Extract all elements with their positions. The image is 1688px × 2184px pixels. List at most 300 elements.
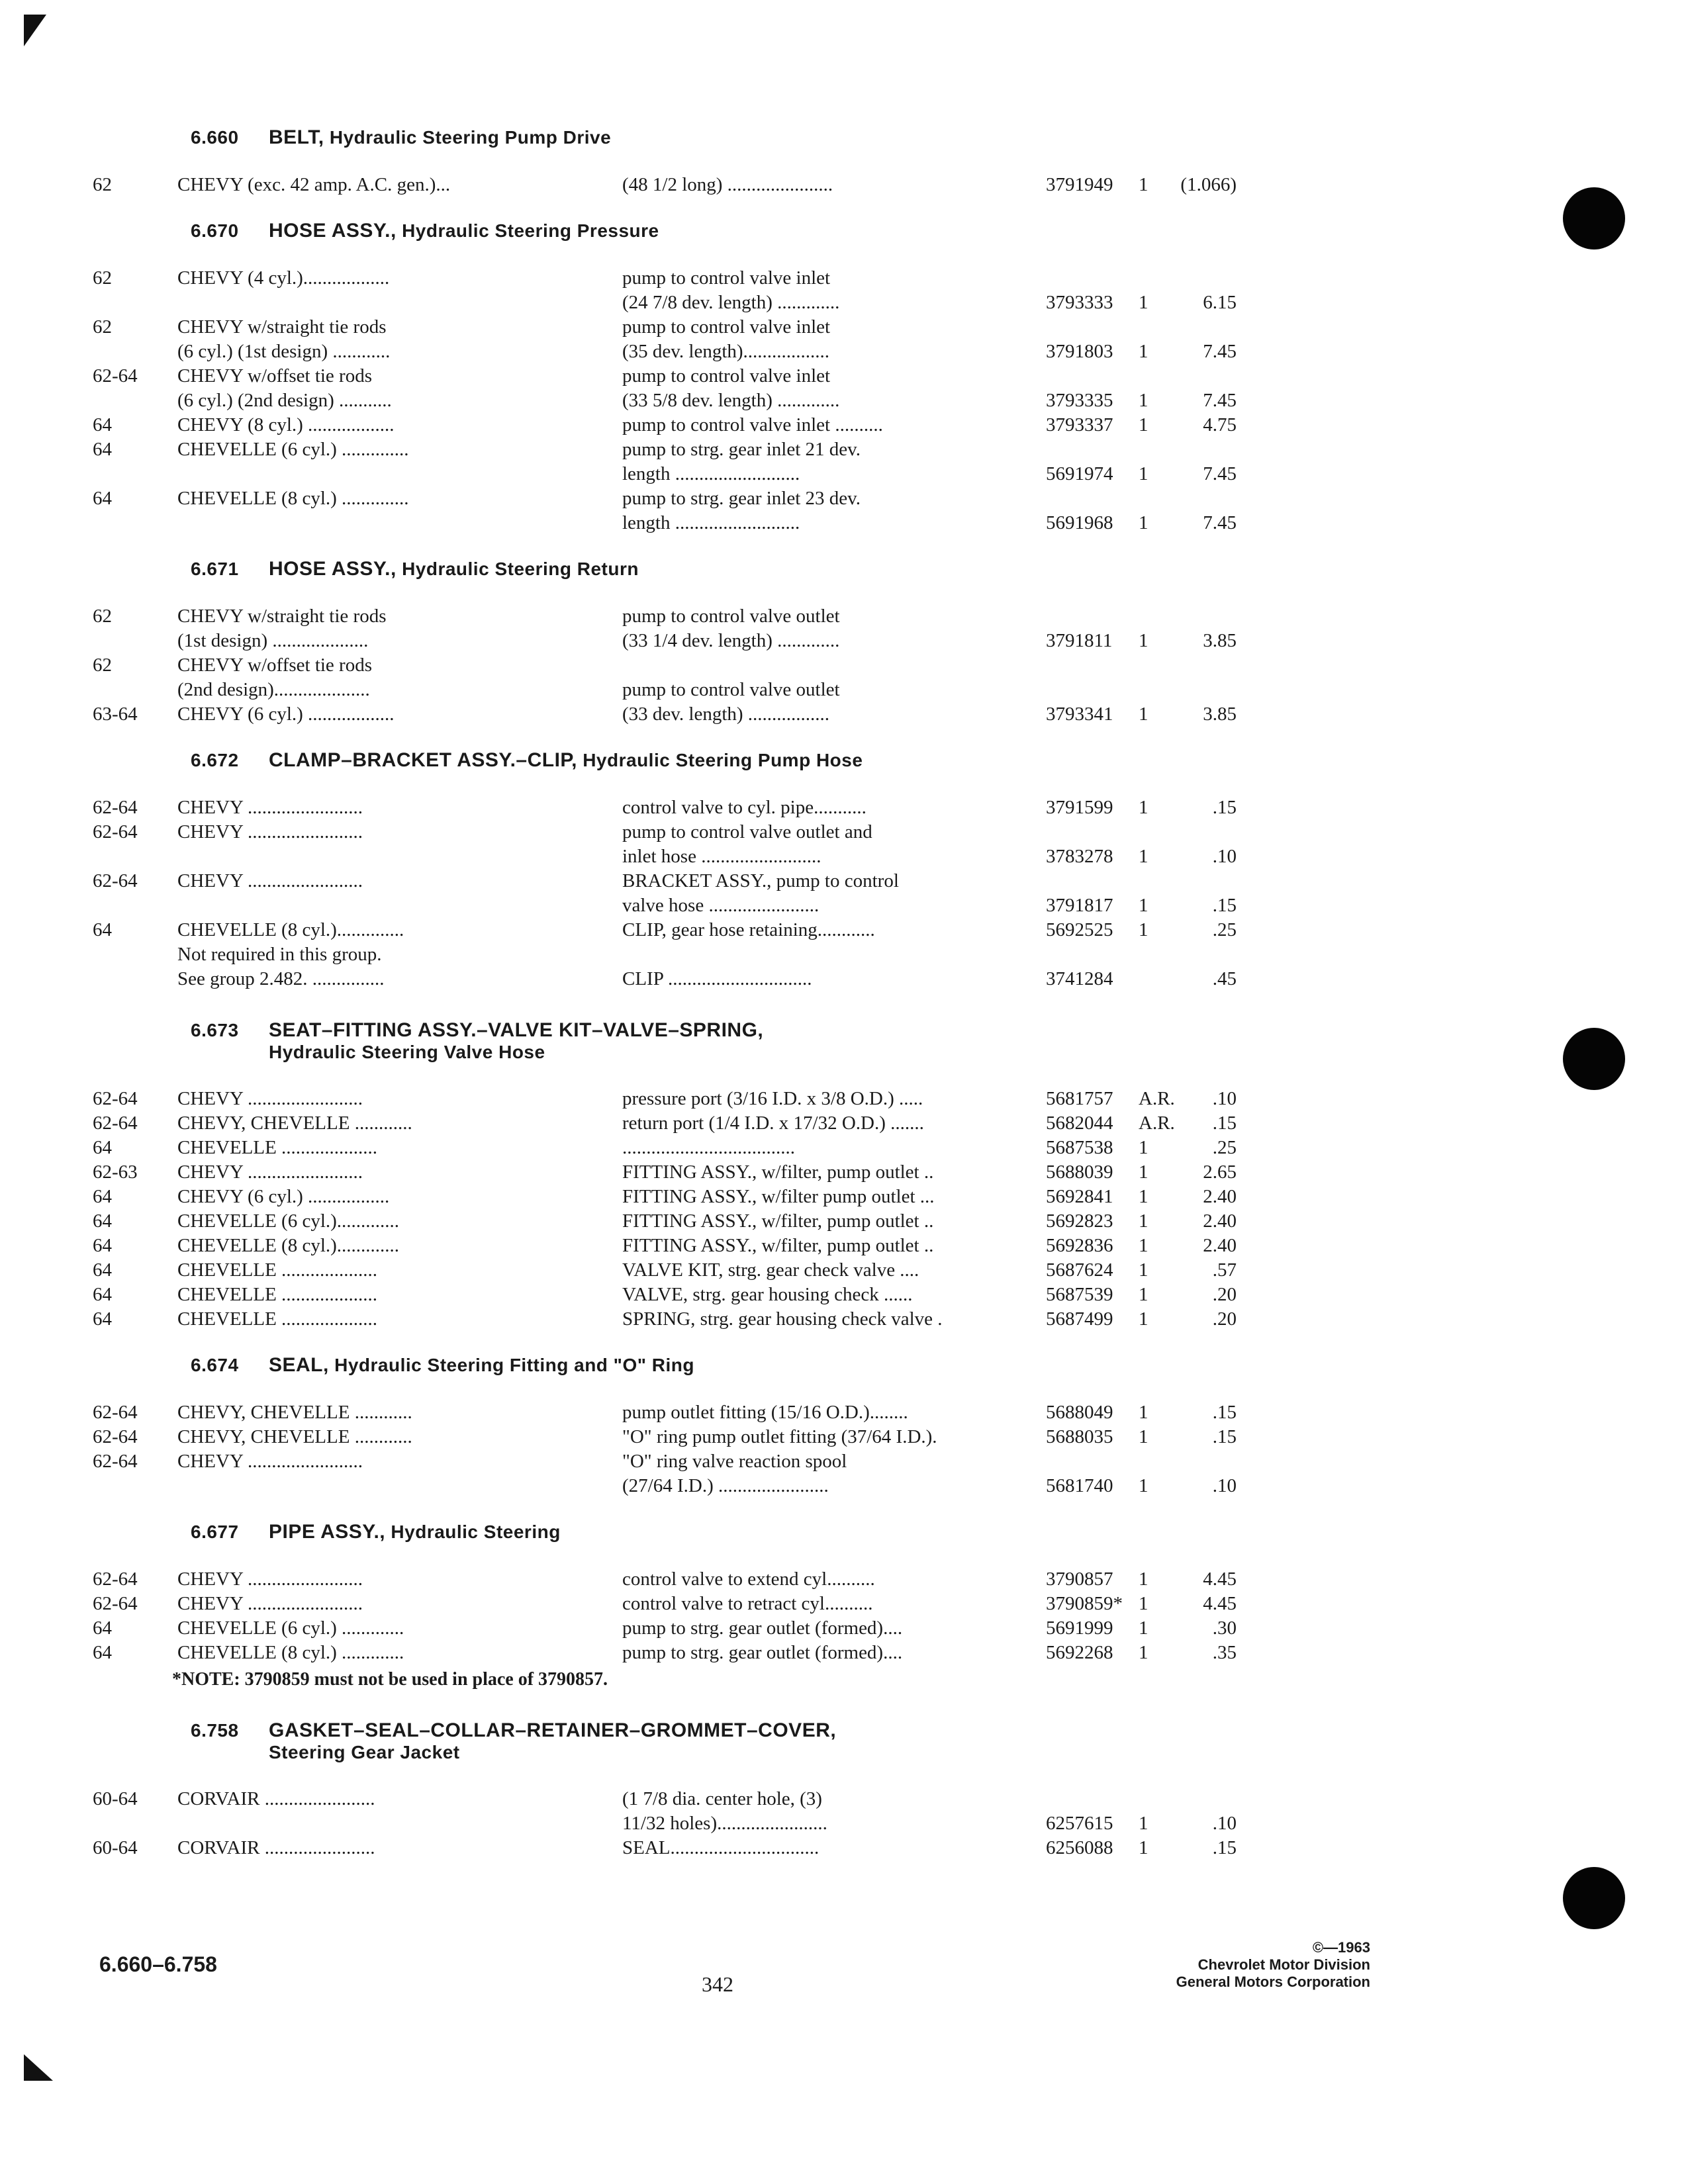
part-description: inlet hose ......................... [622,846,821,867]
model-name: CHEVY (8 cyl.) .................. [177,414,395,435]
table-row [93,1639,1284,1664]
quantity: 1 [1139,1813,1149,1834]
part-description: pump to control valve outlet and [622,821,872,842]
quantity: 1 [1139,1475,1149,1496]
model-name: CHEVY ........................ [177,1161,363,1183]
model-year: 62-64 [93,1593,138,1614]
price: 4.45 [1203,1569,1237,1590]
section-title-detail: Hydraulic Steering Pump Drive [329,127,612,148]
page-number: 342 [702,1972,733,1996]
table-row [93,387,1284,412]
model-name: CHEVY (6 cyl.) ................. [177,1186,390,1207]
quantity: 1 [1139,1569,1149,1590]
table-row [93,966,1284,990]
part-description: (33 dev. length) ................. [622,704,830,725]
price: 4.45 [1203,1593,1237,1614]
table-row [93,171,1284,196]
quantity: 1 [1139,1284,1149,1305]
part-number: 5692836 [1046,1235,1113,1256]
part-description: (24 7/8 dev. length) ............. [622,292,840,313]
part-description: pressure port (3/16 I.D. x 3/8 O.D.) ..... [622,1088,923,1109]
section-title: CLAMP–BRACKET ASSY.–CLIP, [269,749,577,771]
part-number: 3793341 [1046,704,1113,725]
quantity: 1 [1139,919,1149,940]
quantity: 1 [1139,414,1149,435]
table-row [93,289,1284,314]
section-gap [93,580,1284,603]
model-year: 62-64 [93,1088,138,1109]
price: (1.066) [1180,174,1237,195]
section-number: 6.677 [191,1522,239,1542]
table-row [93,461,1284,485]
quantity: 1 [1139,292,1149,313]
quantity: 1 [1139,1235,1149,1256]
model-year: 64 [93,1284,112,1305]
price: 2.40 [1203,1210,1237,1232]
binder-hole-bottom [1563,1867,1625,1929]
table-row [93,485,1284,510]
table-row [93,436,1284,461]
section-title: BELT, [269,126,324,148]
quantity: 1 [1139,797,1149,818]
part-number: 3790857 [1046,1569,1113,1590]
part-number: 3791817 [1046,895,1113,916]
model-name: CHEVELLE (8 cyl.) ............. [177,1642,404,1663]
part-number: 5682044 [1046,1113,1113,1134]
model-name: CHEVELLE .................... [177,1308,378,1330]
part-number: 5692841 [1046,1186,1113,1207]
section-heading [93,103,1284,149]
quantity: 1 [1139,1137,1149,1158]
quantity: 1 [1139,630,1149,651]
section-heading [93,1330,1284,1377]
catalog-section [93,1690,1284,1859]
corporation-name: General Motors Corporation [1176,1974,1370,1990]
binder-hole-top [1563,187,1625,250]
model-year: 64 [93,1210,112,1232]
quantity: 1 [1139,1259,1149,1281]
model-year: 62 [93,316,112,338]
model-year: 64 [93,1617,112,1639]
table-row [93,1110,1284,1134]
model-name: CHEVELLE (6 cyl.)............. [177,1210,400,1232]
price: .10 [1212,1475,1237,1496]
part-number: 3791803 [1046,341,1113,362]
section-gap [93,149,1284,171]
section-gap [93,1377,1284,1399]
table-row [93,1786,1284,1810]
table-row [93,1615,1284,1639]
section-title-line [191,1719,836,1742]
model-name: CHEVELLE (8 cyl.)............. [177,1235,400,1256]
table-row [93,1473,1284,1497]
price: .15 [1212,895,1237,916]
price: 7.45 [1203,512,1237,533]
quantity: A.R. [1139,1113,1175,1134]
section-subtitle: Steering Gear Jacket [269,1742,460,1762]
model-year: 62 [93,655,112,676]
price: .45 [1212,968,1237,989]
section-subtitle: Hydraulic Steering Valve Hose [269,1042,545,1062]
part-number: 3791599 [1046,797,1113,818]
section-title-detail: Hydraulic Steering Fitting and "O" Ring [334,1355,694,1375]
table-row [93,1134,1284,1159]
price: .30 [1212,1617,1237,1639]
model-year: 64 [93,1235,112,1256]
section-number: 6.660 [191,127,239,148]
price: 4.75 [1203,414,1237,435]
table-row [93,1159,1284,1183]
model-year: 60-64 [93,1788,138,1809]
price: .15 [1212,1113,1237,1134]
section-title-detail: Hydraulic Steering [391,1522,561,1542]
quantity: 1 [1139,1617,1149,1639]
model-name: CHEVY ........................ [177,1569,363,1590]
model-year: 64 [93,414,112,435]
part-description: SPRING, strg. gear housing check valve . [622,1308,943,1330]
table-row [93,510,1284,534]
copyright-block [1176,1939,1370,1991]
part-description: VALVE KIT, strg. gear check valve .... [622,1259,919,1281]
model-name: CHEVELLE .................... [177,1259,378,1281]
part-description: (33 5/8 dev. length) ............. [622,390,840,411]
part-description: FITTING ASSY., w/filter, pump outlet .. [622,1235,934,1256]
table-row [93,1566,1284,1590]
quantity: 1 [1139,704,1149,725]
copyright-year: ©—1963 [1312,1939,1370,1956]
model-name: CHEVY, CHEVELLE ............ [177,1426,412,1447]
section-number: 6.672 [191,750,239,770]
model-year: 62-64 [93,365,138,387]
table-row [93,338,1284,363]
catalog-section [93,725,1284,990]
price: 3.85 [1203,630,1237,651]
quantity: 1 [1139,1161,1149,1183]
part-number: 6257615 [1046,1813,1113,1834]
part-number: 5692268 [1046,1642,1113,1663]
model-year: 62-64 [93,797,138,818]
part-description: .................................... [622,1137,795,1158]
section-title-line [191,1019,763,1042]
model-year: 62-64 [93,1426,138,1447]
section-title-line [191,1354,694,1377]
part-description: control valve to retract cyl.......... [622,1593,873,1614]
section-number: 6.670 [191,220,239,241]
table-row [93,819,1284,843]
part-description: pump to strg. gear outlet (formed).... [622,1642,903,1663]
section-title: SEAL, [269,1354,329,1376]
model-name: (2nd design).................... [177,679,370,700]
table-row [93,1424,1284,1448]
section-title-line [191,1521,561,1543]
section-gap [93,1763,1284,1786]
model-year: 62-64 [93,1451,138,1472]
quantity: 1 [1139,1837,1149,1858]
part-description: CLIP .............................. [622,968,812,989]
model-name: (6 cyl.) (1st design) ............ [177,341,391,362]
model-name: CHEVY ........................ [177,1593,363,1614]
price: .15 [1212,797,1237,818]
table-row [93,603,1284,627]
model-name: (1st design) .................... [177,630,369,651]
model-year: 64 [93,488,112,509]
table-row [93,1208,1284,1232]
part-description: CLIP, gear hose retaining............ [622,919,875,940]
table-row [93,794,1284,819]
table-row [93,265,1284,289]
model-name: CHEVY (6 cyl.) .................. [177,704,395,725]
section-title-line [191,220,659,242]
table-row [93,941,1284,966]
table-row [93,1232,1284,1257]
model-name: CHEVELLE (6 cyl.) ............. [177,1617,404,1639]
model-year: 62-63 [93,1161,138,1183]
page-footer [93,1939,1370,2005]
section-title-detail: Hydraulic Steering Pressure [402,220,659,241]
table-row [93,892,1284,917]
model-year: 64 [93,439,112,460]
part-description: pump to control valve inlet .......... [622,414,883,435]
section-gap [93,772,1284,794]
model-year: 62-64 [93,1569,138,1590]
part-description: BRACKET ASSY., pump to control [622,870,899,891]
catalog-section [93,103,1284,196]
price: .15 [1212,1402,1237,1423]
section-number: 6.674 [191,1355,239,1375]
model-name: CORVAIR ....................... [177,1837,375,1858]
model-year: 64 [93,1259,112,1281]
quantity: 1 [1139,1642,1149,1663]
part-number: 3741284 [1046,968,1113,989]
model-name: CHEVELLE .................... [177,1137,378,1158]
section-heading [93,725,1284,772]
part-description: length .......................... [622,512,800,533]
price: .25 [1212,1137,1237,1158]
catalog-section [93,1497,1284,1690]
model-year: 60-64 [93,1837,138,1858]
model-year: 64 [93,1308,112,1330]
part-number: 5691999 [1046,1617,1113,1639]
section-gap [93,242,1284,265]
table-row [93,652,1284,676]
model-name: CHEVELLE (8 cyl.).............. [177,919,404,940]
table-row [93,1590,1284,1615]
part-number: 3793337 [1046,414,1113,435]
part-number: 5688035 [1046,1426,1113,1447]
model-name: CHEVY ........................ [177,1088,363,1109]
price: .10 [1212,846,1237,867]
section-heading [93,196,1284,242]
part-number: 5691968 [1046,512,1113,533]
table-row [93,412,1284,436]
part-number: 5687499 [1046,1308,1113,1330]
table-row [93,1257,1284,1281]
model-name: CHEVY ........................ [177,1451,363,1472]
section-title-line [191,558,639,580]
price: 2.65 [1203,1161,1237,1183]
parts-catalog-page [93,103,1284,1859]
quantity: 1 [1139,174,1149,195]
section-number: 6.671 [191,559,239,579]
model-name: CHEVY, CHEVELLE ............ [177,1402,412,1423]
table-row [93,1183,1284,1208]
corner-crop-mark-bottom [24,2054,53,2081]
part-description: FITTING ASSY., w/filter pump outlet ... [622,1186,935,1207]
section-note: *NOTE: 3790859 must not be used in place of 3790857. [172,1669,608,1690]
part-description: pump to strg. gear inlet 21 dev. [622,439,861,460]
part-number: 5681757 [1046,1088,1113,1109]
table-row [93,1306,1284,1330]
model-name: CHEVELLE (6 cyl.) .............. [177,439,409,460]
group-range: 6.660–6.758 [99,1952,217,1976]
quantity: 1 [1139,1186,1149,1207]
price: .10 [1212,1088,1237,1109]
catalog-section [93,196,1284,534]
catalog-section [93,990,1284,1330]
section-title-line [191,749,863,772]
quantity: 1 [1139,1308,1149,1330]
quantity: 1 [1139,1210,1149,1232]
table-row [93,701,1284,725]
part-number: 6256088 [1046,1837,1113,1858]
table-row [93,868,1284,892]
model-name: CHEVY ........................ [177,797,363,818]
part-description: pump to control valve inlet [622,267,831,289]
part-description: (35 dev. length).................. [622,341,830,362]
catalog-section [93,534,1284,725]
quantity: 1 [1139,846,1149,867]
part-description: 11/32 holes)....................... [622,1813,827,1834]
part-description: (27/64 I.D.) ....................... [622,1475,829,1496]
price: .57 [1212,1259,1237,1281]
section-gap [93,1063,1284,1085]
table-row [93,676,1284,701]
model-year: 62-64 [93,1113,138,1134]
price: .20 [1212,1284,1237,1305]
part-description: pump to strg. gear outlet (formed).... [622,1617,903,1639]
section-heading [93,1497,1284,1543]
part-description: pump to control valve outlet [622,606,840,627]
part-description: "O" ring valve reaction spool [622,1451,847,1472]
model-name: CHEVY w/offset tie rods [177,655,372,676]
part-description: length .......................... [622,463,800,484]
price: 2.40 [1203,1186,1237,1207]
table-row [93,1085,1284,1110]
part-number: 3793335 [1046,390,1113,411]
model-name: CHEVY ........................ [177,821,363,842]
quantity: 1 [1139,1593,1149,1614]
table-row [93,1810,1284,1835]
model-year: 62 [93,606,112,627]
part-number: 5687538 [1046,1137,1113,1158]
quantity: 1 [1139,512,1149,533]
part-description: pump to strg. gear inlet 23 dev. [622,488,861,509]
price: 7.45 [1203,341,1237,362]
binder-hole-middle [1563,1028,1625,1090]
section-heading [93,990,1284,1063]
corner-crop-mark-top [24,15,46,46]
section-gap [93,1543,1284,1566]
model-name: CHEVY w/straight tie rods [177,606,387,627]
part-number: 5688049 [1046,1402,1113,1423]
price: .10 [1212,1813,1237,1834]
part-description: valve hose ....................... [622,895,820,916]
part-description: (33 1/4 dev. length) ............. [622,630,840,651]
catalog-section [93,1330,1284,1497]
part-number: 5692525 [1046,919,1113,940]
model-year: 64 [93,1137,112,1158]
table-row [93,1448,1284,1473]
division-name: Chevrolet Motor Division [1197,1956,1370,1973]
model-name: CHEVY ........................ [177,870,363,891]
section-title: GASKET–SEAL–COLLAR–RETAINER–GROMMET–COVER, [269,1719,837,1741]
part-description: control valve to cyl. pipe........... [622,797,867,818]
part-number: 3790859* [1046,1593,1123,1614]
section-title-detail: Hydraulic Steering Return [402,559,639,579]
model-year: 64 [93,919,112,940]
part-number: 3783278 [1046,846,1113,867]
table-row [93,1281,1284,1306]
part-description: FITTING ASSY., w/filter, pump outlet .. [622,1161,934,1183]
model-name: CHEVY (exc. 42 amp. A.C. gen.)... [177,174,451,195]
price: .20 [1212,1308,1237,1330]
part-number: 5687539 [1046,1284,1113,1305]
quantity: 1 [1139,1402,1149,1423]
part-description: (1 7/8 dia. center hole, (3) [622,1788,822,1809]
part-number: 5688039 [1046,1161,1113,1183]
table-row [93,1835,1284,1859]
section-title-line [191,126,611,149]
price: .35 [1212,1642,1237,1663]
part-number: 5681740 [1046,1475,1113,1496]
section-title: SEAT–FITTING ASSY.–VALVE KIT–VALVE–SPRING, [269,1019,764,1041]
price: .25 [1212,919,1237,940]
model-year: 63-64 [93,704,138,725]
model-year: 64 [93,1642,112,1663]
part-description: pump to control valve inlet [622,316,831,338]
part-number: 5692823 [1046,1210,1113,1232]
section-heading [93,1690,1284,1763]
price: 6.15 [1203,292,1237,313]
section-title: HOSE ASSY., [269,220,397,242]
part-description: pump to control valve outlet [622,679,840,700]
section-title: PIPE ASSY., [269,1521,386,1543]
model-year: 62-64 [93,821,138,842]
part-number: 5691974 [1046,463,1113,484]
part-description: (48 1/2 long) ...................... [622,174,833,195]
model-year: 64 [93,1186,112,1207]
table-row [93,627,1284,652]
model-name: CHEVY w/offset tie rods [177,365,372,387]
part-number: 3791811 [1046,630,1113,651]
price: 7.45 [1203,463,1237,484]
quantity: 1 [1139,463,1149,484]
part-description: SEAL............................... [622,1837,820,1858]
part-number: 3791949 [1046,174,1113,195]
model-year: 62-64 [93,1402,138,1423]
quantity: 1 [1139,1426,1149,1447]
price: .15 [1212,1837,1237,1858]
part-number: 5687624 [1046,1259,1113,1281]
part-description: return port (1/4 I.D. x 17/32 O.D.) ....... [622,1113,924,1134]
section-title-detail: Hydraulic Steering Pump Hose [583,750,863,770]
quantity: A.R. [1139,1088,1175,1109]
section-title: HOSE ASSY., [269,558,397,580]
part-description: pump to control valve inlet [622,365,831,387]
quantity: 1 [1139,341,1149,362]
price: .15 [1212,1426,1237,1447]
model-name: CHEVY w/straight tie rods [177,316,387,338]
